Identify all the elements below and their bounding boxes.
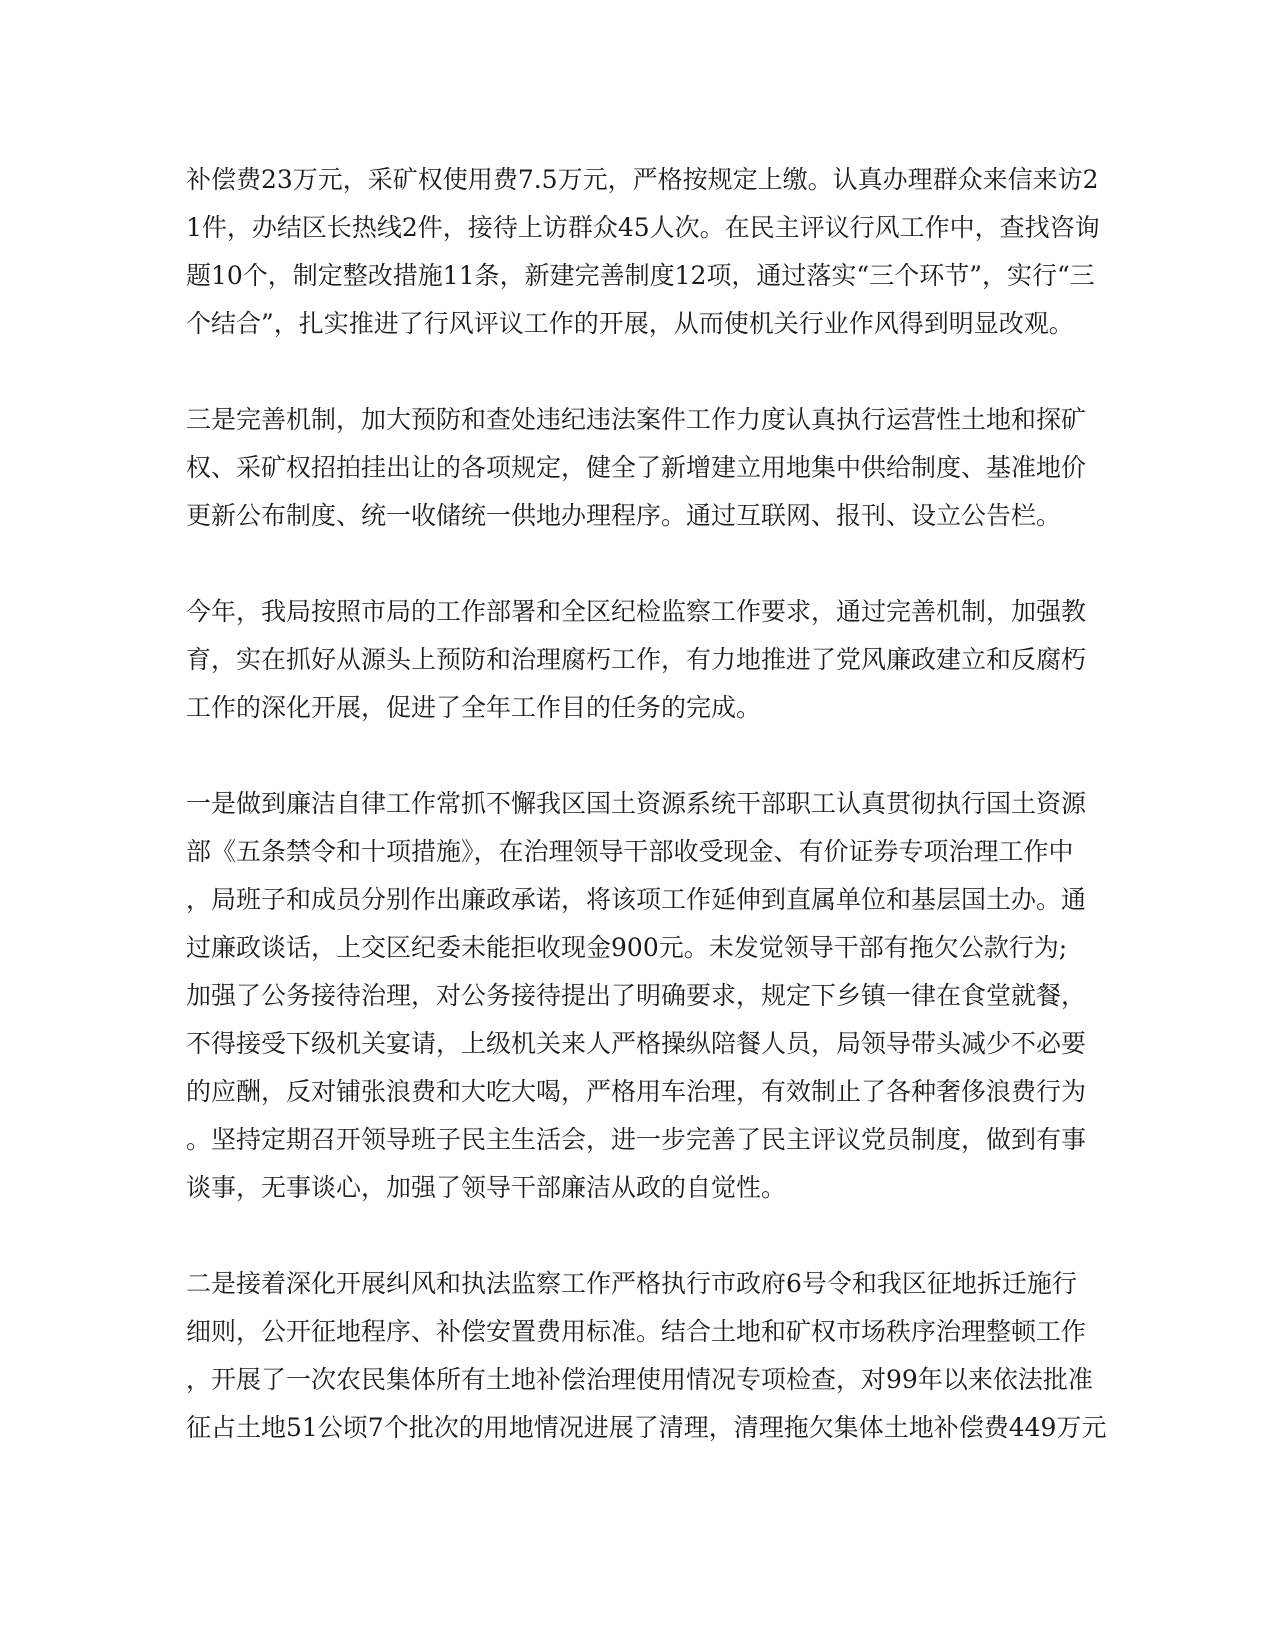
paragraph xyxy=(186,780,1090,1212)
text-line: ，局班子和成员分别作出廉政承诺，将该项工作延伸到直属单位和基层国土办。通 xyxy=(186,885,1087,914)
paragraph xyxy=(186,1260,1107,1452)
text-line: 一是做到廉洁自律工作常抓不懈我区国土资源系统干部职工认真贯彻执行国土资源 xyxy=(186,789,1087,818)
text-line: 权、采矿权招拍挂出让的各项规定，健全了新增建立用地集中供给制度、基准地价 xyxy=(186,453,1087,482)
text-line: 细则，公开征地程序、补偿安置费用标准。结合土地和矿权市场秩序治理整顿工作 xyxy=(186,1317,1087,1346)
text-line: 今年，我局按照市局的工作部署和全区纪检监察工作要求，通过完善机制，加强教 xyxy=(186,597,1087,626)
text-line: 育，实在抓好从源头上预防和治理腐朽工作，有力地推进了党风廉政建立和反腐朽 xyxy=(186,645,1087,674)
text-line: 的应酬，反对铺张浪费和大吃大喝，严格用车治理，有效制止了各种奢侈浪费行为 xyxy=(186,1077,1087,1106)
text-line: 谈事，无事谈心，加强了领导干部廉洁从政的自觉性。 xyxy=(186,1173,787,1202)
text-line: 征占土地51公顷7个批次的用地情况进展了清理，清理拖欠集体土地补偿费449万元 xyxy=(186,1413,1107,1442)
text-line: 部《五条禁令和十项措施》，在治理领导干部收受现金、有价证券专项治理工作中 xyxy=(186,837,1074,866)
text-line: 加强了公务接待治理，对公务接待提出了明确要求，规定下乡镇一律在食堂就餐， xyxy=(186,981,1087,1010)
text-line: ，开展了一次农民集体所有土地补偿治理使用情况专项检查，对99年以来依法批准 xyxy=(186,1365,1093,1394)
document-body xyxy=(186,156,1107,1500)
paragraph xyxy=(186,396,1090,540)
text-line: 过廉政谈话，上交区纪委未能拒收现金900元。未发觉领导干部有拖欠公款行为; xyxy=(186,933,1068,962)
text-line: 。坚持定期召开领导班子民主生活会，进一步完善了民主评议党员制度，做到有事 xyxy=(186,1125,1087,1154)
text-line: 工作的深化开展，促进了全年工作目的任务的完成。 xyxy=(186,693,762,722)
text-line: 二是接着深化开展纠风和执法监察工作严格执行市政府6号令和我区征地拆迁施行 xyxy=(186,1269,1077,1298)
text-line: 更新公布制度、统一收储统一供地办理程序。通过互联网、报刊、设立公告栏。 xyxy=(186,501,1062,530)
text-line: 1件，办结区长热线2件，接待上访群众45人次。在民主评议行风工作中，查找咨询 xyxy=(186,213,1100,242)
text-line: 个结合”，扎实推进了行风评议工作的开展，从而使机关行业作风得到明显改观。 xyxy=(186,309,1074,338)
paragraph xyxy=(186,588,1090,732)
text-line: 题10个，制定整改措施11条，新建完善制度12项，通过落实“三个环节”，实行“三 xyxy=(186,261,1095,290)
paragraph xyxy=(186,156,1100,348)
text-line: 不得接受下级机关宴请，上级机关来人严格操纵陪餐人员，局领导带头减少不必要 xyxy=(186,1029,1087,1058)
text-line: 三是完善机制，加大预防和查处违纪违法案件工作力度认真执行运营性土地和探矿 xyxy=(186,405,1087,434)
text-line: 补偿费23万元，采矿权使用费7.5万元，严格按规定上缴。认真办理群众来信来访2 xyxy=(186,165,1099,194)
